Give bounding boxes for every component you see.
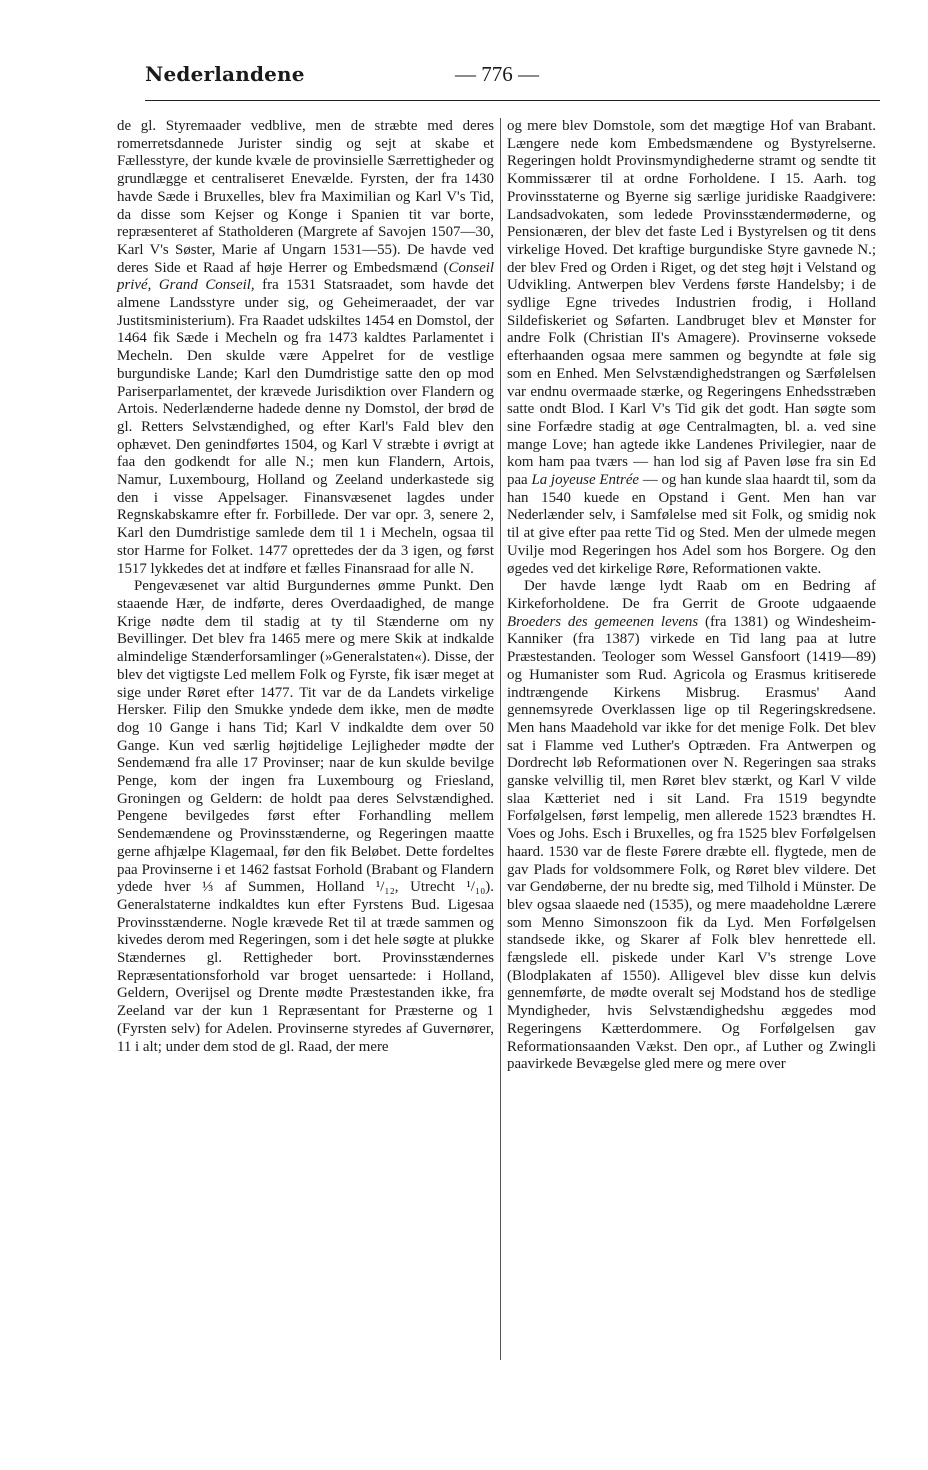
right-paragraph-1: og mere blev Domstole, som det mægtige Hof van Brabant. Længere nede kom Embedsmændene og Bystyrelserne. Regeringen holdt Provinsmyndighederne stramt og sendte tit Kommissærer til at ordne Forholdene. I 15. Aarh. tog Provinsstaterne og Byerne sig særlige juridiske Raadgivere: Landsadvokaten, som ledede Provinsstændermøderne, og Pensionæren, der blev det faste Led i Bystyrelsen og tit dens virkelige Hoved. Det kraftige burgundiske Styre gavnede N.; der blev Fred og Orden i Riget, og det steg højt i Velstand og Udvikling. Antwerpen blev Verdens første Handelsby; i de sydlige Egne trivedes Industrien frodig, i Holland Sildefiskeriet og Søfarten. Landbruget blev et Mønster for andre Folk (Christian II's Amagere). Provinserne voksede efterhaanden ogsaa mere sammen og begyndte at føle sig som en Enhed. Men Selvstændighedstrangen og Særfølelsen var endnu overmaade stærke, og Regeringens Enhedsstræben satte ondt Blod. I Karl V's Tid gik det godt. Han søgte som sine Forfædre stadig at øge Centralmagten, bl. a. ved sine mange Love; han agtede ikke Landenes Privilegier, naar de kom ham paa tværs — han lod sig af Paven løse fra sin Ed paa La joyeuse Entrée — og han kunde slaa haardt til, som da han 1540 kuede en Opstand i Gent. Men han var Nederlænder selv, i Samfølelse med sit Folk, og smidig nok til at give efter paa rette Tid og Sted. Men der ulmede megen Uvilje mod Regeringen hos Adel som hos Borgere. Og den øgedes ved det kirkelige Røre, Reformationen vakte. bbox=[507, 118, 876, 577]
running-head-title: Nederlandene bbox=[145, 62, 305, 86]
right-paragraph-2: Der havde længe lydt Raab om en Bedring af Kirkeforholdene. De fra Gerrit de Groote udgaaende Broeders des gemeenen levens (fra 1381) og Windesheim-Kanniker (fra 1387) virkede en Tid lang paa at lutre Præstestanden. Teologer som Wessel Gansfoort (1419—89) og Humanister som Rud. Agricola og Erasmus kritiserede indtrængende Kirkens Misbrug. Erasmus' Aand gennemsyrede Overklassen lige op til Regeringskredsene. Men hans Maadehold var ikke for det menige Folk. Det blev sat i Flamme ved Luther's Optræden. Fra Antwerpen og Dordrecht løb Reformationen over N. Regeringen saa straks ganske velvillig til, men Røret blev stærkt, og Karl V vilde slaa Kætteriet ned i sit Land. Fra 1519 begyndte Forfølgelsen, først lempelig, men allerede 1523 brændtes H. Voes og Johs. Esch i Bruxelles, og fra 1525 blev Forfølgelsen haard. 1530 var de fleste Førere dræbte ell. flygtede, men de gav Plads for voldsommere Folk, og Røret blev vildere. Det var Gendøberne, der nu bredte sig, med Tilhold i Münster. De blev ogsaa slaaede ned (1535), og mere maadeholdne Lærere som Menno Simonszoon fik da Lyd. Men Forfølgelsen standsede ikke, og Skarer af Folk blev henrettede ell. fængslede ell. piskede under Karl V's strenge Love (Blodplakaten af 1550). Alligevel blev disse kun delvis gennemførte, de mødte overalt sej Modstand hos de stedlige Myndigheder, hvis Selvstændighedshu æggedes mod Regeringens Kætterdommere. Og Forfølgelsen gav Reformationsaanden Vækst. Den opr., af Luther og Zwingli paavirkede Bevægelse gled mere og mere over bbox=[507, 578, 876, 1073]
page-header bbox=[145, 62, 880, 96]
header-rule bbox=[145, 100, 880, 101]
page-number: — 776 — bbox=[455, 62, 539, 86]
right-column bbox=[507, 118, 876, 1074]
column-divider bbox=[500, 118, 501, 1360]
left-column bbox=[117, 118, 494, 1056]
left-paragraph-2: Pengevæsenet var altid Burgundernes ømme Punkt. Den staaende Hær, de indførte, deres Overdaadighed, de mange Krige nødte dem til stadig at ty til Stænderne om ny Bevillinger. Det blev fra 1465 mere og mere Skik at indkalde almindelige Stænderforsamlinger (»Generalstaten«). Disse, der blev det vigtigste Led mellem Folk og Fyrste, fik især meget at sige under Røret efter 1477. Tit var de da Landets virkelige Hersker. Filip den Smukke yndede dem ikke, men de mødte dog 10 Gange i hans Tid; Karl V indkaldte dem over 50 Gange. Kun ved særlig højtidelige Lejligheder mødte der Sendemænd fra alle 17 Provinser; naar de kun skulde bevilge Penge, kom der ingen fra Luxembourg og Friesland, Groningen og Geldern: de holdt paa deres Selvstændighed. Pengene bevilgedes først efter Forhandling mellem Sendemændene og Provinsstænderne, og Regeringen maatte gerne afhjælpe Klagemaal, før den fik Beløbet. Dette fordeltes paa Provinserne i et 1462 fastsat Forhold (Brabant og Flandern ydede hver ⅓ af Summen, Holland ¹/₁₂, Utrecht ¹/₁₀). Generalstaterne indkaldtes kun efter Fyrstens Bud. Ligesaa Provinsstænderne. Nogle krævede Ret til at træde sammen og kivedes derom med Regeringen, som i det hele søgte at plukke Stændernes gl. Rettigheder bort. Provinsstændernes Repræsentationsforhold var broget uensartede: i Holland, Geldern, Overijsel og Drente mødte Præstestanden ikke, fra Zeeland var der kun 1 Repræsentant for Præsterne og 1 (Fyrsten selv) for Adelen. Provinserne styredes af Guvernører, 11 i alt; under dem stod de gl. Raad, der mere bbox=[117, 578, 494, 1055]
left-paragraph-1: de gl. Styremaader vedblive, men de stræbte med deres romerretsdannede Jurister sindig og sejt at skabe et Fællesstyre, der kunde kvæle de provinsielle Særrettigheder og grundlægge et centraliseret Enevælde. Fyrsten, der fra 1430 havde Sæde i Bruxelles, blev fra Maximilian og Karl V's Tid, da disse som Kejser og Konge i Spanien tit var borte, repræsenteret af Statholderen (Margrete af Savojen 1507—30, Karl V's Søster, Marie af Ungarn 1531—55). De havde ved deres Side et Raad af høje Herrer og Embedsmænd (Conseil privé, Grand Conseil, fra 1531 Statsraadet, som havde det almene Landsstyre under sig, og Geheimeraadet, der var Justitsministerium). Fra Raadet udskiltes 1454 en Domstol, der 1464 fik Sæde i Mecheln og fra 1473 kaldtes Parlamentet i Mecheln. Den skulde være Appelret for de vestlige burgundiske Lande; Karl den Dumdristige satte den op mod Pariserparlamentet, der krævede Jurisdiktion over Flandern og Artois. Nederlænderne hadede denne ny Domstol, der brød de gl. Retters Selvstændighed, og efter Karl's Fald blev den ophævet. Den genindførtes 1504, og Karl V stræbte i øvrigt at faa den godkendt for alle N.; men kun Flandern, Artois, Namur, Luxembourg, Holland og Zeeland underkastede sig den i visse Appelsager. Finansvæsenet lagdes under Regnskabskamre efter fr. Forbillede. Der var opr. 3, senere 2, Karl den Dumdristige samlede dem til 1 i Mecheln, ogsaa til stor Harme for Folket. 1477 oprettedes der da 3 igen, og først 1517 lykkedes det at indføre et fælles Finansraad for alle N. bbox=[117, 118, 495, 577]
